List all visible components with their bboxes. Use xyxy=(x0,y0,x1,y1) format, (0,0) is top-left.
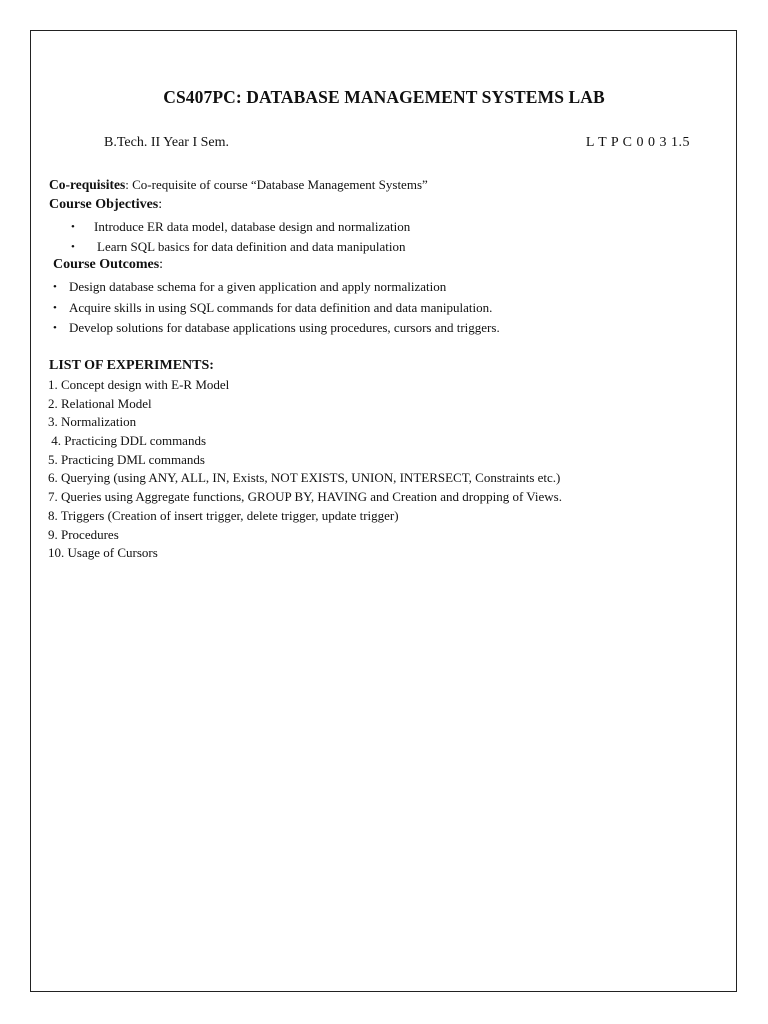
outcome-text: Develop solutions for database applications using procedures, cursors and triggers. xyxy=(69,320,500,335)
experiment-item: 5. Practicing DML commands xyxy=(48,451,205,467)
corequisites-text: : Co-requisite of course “Database Management Systems” xyxy=(125,177,428,192)
bullet-icon: • xyxy=(71,241,75,253)
objective-text: Learn SQL basics for data definition and data manipulation xyxy=(97,239,406,254)
corequisites-label: Co-requisites xyxy=(49,177,126,192)
bullet-icon: • xyxy=(71,221,75,233)
experiment-item: 10. Usage of Cursors xyxy=(48,545,158,561)
experiment-item: 4. Practicing DDL commands xyxy=(48,433,207,449)
bullet-icon: • xyxy=(53,281,57,293)
outcome-text: Acquire skills in using SQL commands for data definition and data manipulation. xyxy=(69,299,493,315)
experiment-item: 9. Procedures xyxy=(48,526,119,542)
document-title: CS407PC: DATABASE MANAGEMENT SYSTEMS LAB xyxy=(163,87,605,107)
experiment-item: 3. Normalization xyxy=(48,414,137,430)
experiments-list xyxy=(48,376,562,563)
bullet-icon: • xyxy=(53,301,57,314)
experiment-item: 2. Relational Model xyxy=(48,395,152,411)
experiment-item: 6. Querying (using ANY, ALL, IN, Exists, NOT EXISTS, UNION, INTERSECT, Constraints etc.) xyxy=(48,470,561,486)
ltpc-credits: L T P C 0 0 3 1.5 xyxy=(585,135,690,150)
course-objectives-heading xyxy=(49,197,162,213)
corequisites-line xyxy=(49,177,428,193)
course-outcomes-label: Course Outcomes xyxy=(53,257,160,272)
objective-text: Introduce ER data model, database design and normalization xyxy=(94,219,411,234)
course-objectives-label: Course Objectives xyxy=(49,197,159,212)
year-semester: B.Tech. II Year I Sem. xyxy=(104,135,229,150)
experiment-item: 1. Concept design with E-R Model xyxy=(48,377,230,392)
experiment-item: 8. Triggers (Creation of insert trigger, delete trigger, update trigger) xyxy=(48,507,399,523)
course-outcomes-colon: : xyxy=(159,257,164,272)
experiments-heading: LIST OF EXPERIMENTS: xyxy=(49,358,214,373)
course-objectives-colon: : xyxy=(158,197,163,212)
course-outcomes-heading xyxy=(53,257,163,273)
outcome-text: Design database schema for a given application and apply normalization xyxy=(69,279,447,294)
bullet-icon: • xyxy=(53,322,57,334)
experiment-item: 7. Queries using Aggregate functions, GROUP BY, HAVING and Creation and dropping of Views. xyxy=(48,489,562,505)
